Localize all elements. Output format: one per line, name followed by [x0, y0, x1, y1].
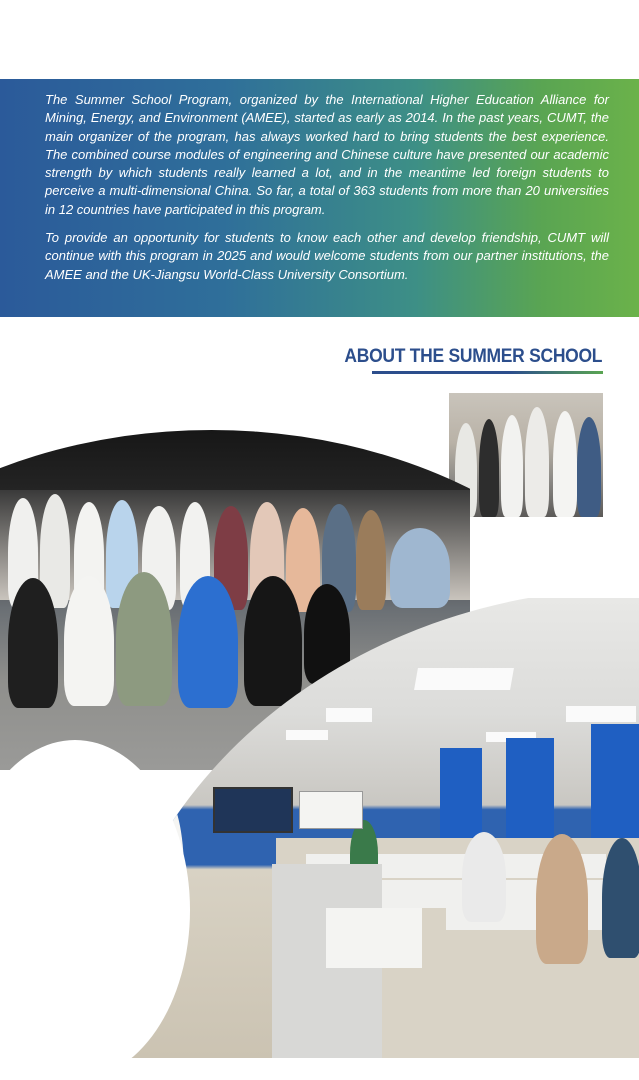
intro-paragraph-1: The Summer School Program, organized by the International Higher Education Alliance for Mining, Energy, and Environment (AMEE), started as early as 2014. In the past years, CUMT, the main organizer of the program, has always worked hard to bring students the best experience. The combined course modules of engineering and Chinese culture have presented our academic strength by which students really learned a lot, and in the meantime led foreign students to perceive a multi-dimensional China. So far, a total of 363 students from more than 20 universities in 12 countries have participated in this program.: [45, 92, 609, 217]
students-small-photo: [449, 393, 603, 517]
section-title-underline: [372, 371, 603, 374]
intro-banner: [0, 79, 639, 317]
classroom-whiteboard: [299, 791, 363, 829]
section-title: ABOUT THE SUMMER SCHOOL: [344, 346, 602, 367]
classroom-screen: [213, 787, 293, 833]
intro-paragraph-2: To provide an opportunity for students to know each other and develop friendship, CUMT will continue with this program in 2025 and would welcome students from our partner institutions, the AMEE and the UK-Jiangsu World-Class University Consortium.: [45, 230, 609, 282]
